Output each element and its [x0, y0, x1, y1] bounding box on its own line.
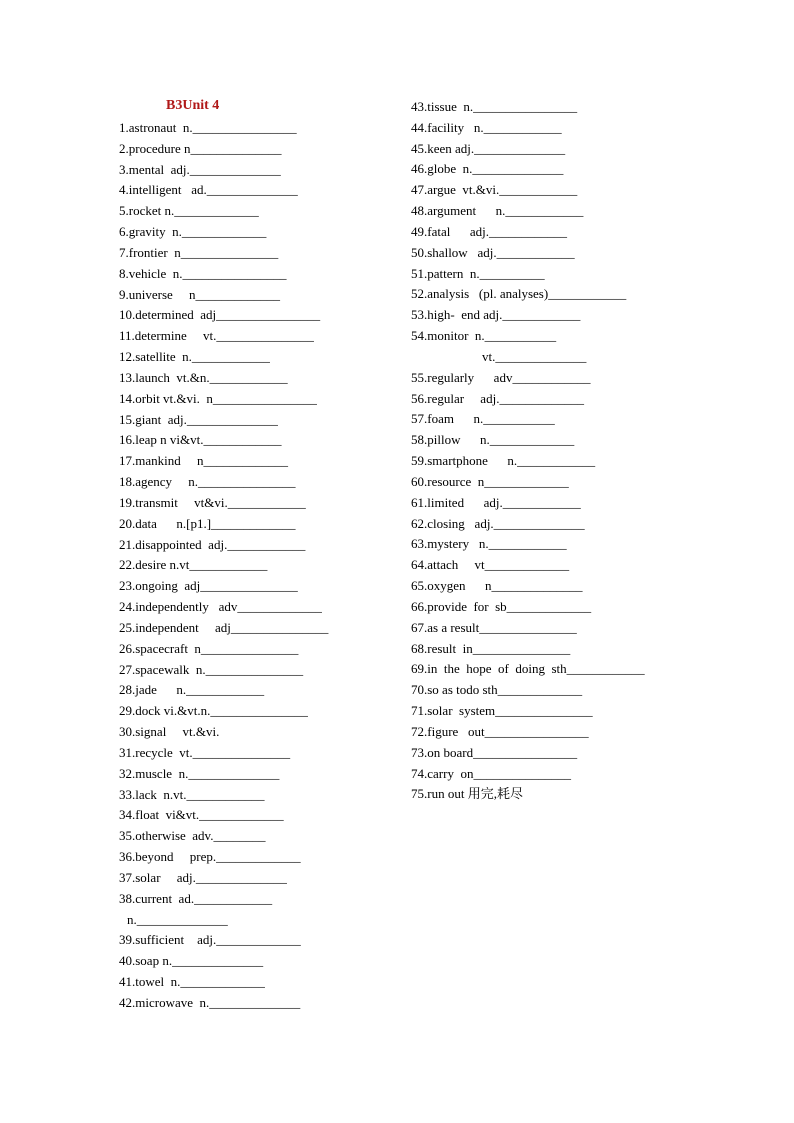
- vocab-item-text: 28.jade n.____________: [119, 682, 265, 698]
- vocab-item: [119, 662, 303, 678]
- vocab-item-text: 65.oxygen n______________: [411, 578, 583, 594]
- vocab-item-text: 45.keen adj.______________: [411, 140, 566, 156]
- vocab-item: [411, 661, 645, 677]
- vocab-item: [119, 328, 314, 344]
- vocab-item: [119, 370, 288, 386]
- vocab-item-text: 21.disappointed adj.____________: [119, 536, 306, 552]
- vocab-item: [119, 745, 290, 761]
- vocab-item-text: 60.resource n_____________: [411, 473, 569, 489]
- vocab-item: [119, 412, 278, 428]
- vocab-item-text: 27.spacewalk n._______________: [119, 661, 304, 677]
- vocab-item-text: 5.rocket n._____________: [119, 203, 259, 219]
- vocab-item: [411, 516, 585, 532]
- vocab-item: [411, 745, 577, 761]
- vocab-item-text: 74.carry on_______________: [411, 765, 571, 781]
- vocab-item-text: 56.regular adj._____________: [411, 390, 584, 406]
- vocab-item: [119, 891, 272, 907]
- vocab-item-text: 13.launch vt.&n.____________: [119, 369, 288, 385]
- vocab-item-text: 73.on board________________: [411, 744, 578, 760]
- vocab-item-text: 11.determine vt._______________: [119, 328, 314, 344]
- vocab-item-text: 67.as a result_______________: [411, 619, 577, 635]
- vocab-item-text: 17.mankind n_____________: [119, 453, 288, 469]
- vocab-item-text: 2.procedure n______________: [119, 140, 282, 156]
- vocab-item: [119, 578, 298, 594]
- vocab-item-text: 36.beyond prep._____________: [119, 849, 301, 865]
- vocab-item: [119, 766, 279, 782]
- vocab-item-text: 23.ongoing adj_______________: [119, 578, 298, 594]
- vocab-item-text: 20.data n.[p1.]_____________: [119, 515, 296, 531]
- vocab-item-text: 10.determined adj________________: [119, 307, 321, 323]
- vocab-item-text: 15.giant adj.______________: [119, 411, 278, 427]
- vocab-item-text: 14.orbit vt.&vi. n________________: [119, 390, 317, 406]
- vocab-item-text: 6.gravity n._____________: [119, 224, 267, 240]
- vocab-item-text: 7.frontier n_______________: [119, 244, 279, 260]
- vocab-item-text: 66.provide for sb_____________: [411, 598, 592, 614]
- vocab-item-text: 51.pattern n.__________: [411, 265, 545, 281]
- vocab-item-text: 70.so as todo sth_____________: [411, 682, 583, 698]
- vocab-item-text: 58.pillow n._____________: [411, 432, 575, 448]
- vocab-item-text: 46.globe n.______________: [411, 161, 564, 177]
- vocab-item: [119, 266, 287, 282]
- vocab-item: [411, 641, 570, 657]
- vocab-item: [411, 703, 593, 719]
- vocab-item: [411, 161, 563, 177]
- vocab-item-text: 33.lack n.vt.____________: [119, 786, 265, 802]
- vocab-item: [411, 474, 569, 490]
- vocab-item-text: 35.otherwise adv.________: [119, 828, 266, 844]
- vocab-item: [119, 641, 298, 657]
- vocab-item: [119, 599, 322, 615]
- vocab-item: [411, 453, 595, 469]
- vocab-item: [411, 766, 571, 782]
- vocab-item: [411, 182, 577, 198]
- vocab-item-text: 19.transmit vt&vi.____________: [119, 494, 306, 510]
- vocab-item: [119, 953, 263, 969]
- vocab-item-text: 54.monitor n.___________: [411, 328, 557, 344]
- vocab-item-text: 72.figure out________________: [411, 723, 589, 739]
- vocab-item-text: 53.high- end adj.____________: [411, 307, 581, 323]
- vocab-item-text: 31.recycle vt._______________: [119, 744, 291, 760]
- vocab-item-text: 61.limited adj.____________: [411, 494, 581, 510]
- vocab-item: [411, 599, 591, 615]
- vocab-item-text: 57.foam n.___________: [411, 411, 555, 427]
- vocab-item-text: 22.desire n.vt____________: [119, 557, 268, 573]
- vocab-item: [411, 224, 567, 240]
- vocab-item: [119, 120, 297, 136]
- vocab-item-text: 32.muscle n.______________: [119, 765, 280, 781]
- vocab-item-text: 44.facility n.____________: [411, 119, 562, 135]
- vocab-item: [119, 974, 265, 990]
- vocab-item: [411, 620, 577, 636]
- vocab-item: [411, 370, 590, 386]
- vocab-item: [119, 828, 265, 844]
- vocab-item: [411, 724, 589, 740]
- vocab-item: [411, 245, 575, 261]
- vocab-item-text: 59.smartphone n.____________: [411, 453, 596, 469]
- vocab-item-text: vt.______________: [482, 348, 587, 364]
- vocab-item-text: 8.vehicle n.________________: [119, 265, 287, 281]
- worksheet-title: B3Unit 4: [166, 98, 220, 113]
- vocab-item-text: 9.universe n_____________: [119, 286, 281, 302]
- vocab-item-text: 50.shallow adj.____________: [411, 244, 575, 260]
- vocab-item: [119, 245, 278, 261]
- vocab-item: [119, 849, 301, 865]
- vocab-item: [119, 203, 259, 219]
- vocab-item: [119, 474, 296, 490]
- vocab-item-text: 71.solar system_______________: [411, 703, 593, 719]
- vocab-item-text: 37.solar adj.______________: [119, 869, 287, 885]
- vocab-item: [119, 307, 320, 323]
- vocab-item: [119, 807, 284, 823]
- vocab-item: [482, 349, 586, 365]
- vocab-item: [411, 120, 562, 136]
- vocab-item-text: 49.fatal adj.____________: [411, 223, 567, 239]
- vocab-item-text: 40.soap n.______________: [119, 953, 264, 969]
- vocab-item-text: 18.agency n._______________: [119, 474, 296, 490]
- vocab-item: [411, 286, 626, 302]
- vocab-item-text: 12.satellite n.____________: [119, 349, 270, 365]
- vocab-item-text: 47.argue vt.&vi.____________: [411, 182, 578, 198]
- vocab-item: [119, 349, 270, 365]
- vocab-item: [411, 328, 556, 344]
- vocab-item: [119, 703, 308, 719]
- vocab-item-text: 52.analysis (pl. analyses)____________: [411, 286, 627, 302]
- vocab-item: [119, 495, 306, 511]
- vocab-item: [119, 557, 267, 573]
- vocab-item-text: 39.sufficient adj._____________: [119, 932, 301, 948]
- vocab-item-text: 41.towel n._____________: [119, 974, 265, 990]
- vocab-item: [119, 620, 328, 636]
- vocab-item: [411, 391, 584, 407]
- vocab-item: [119, 162, 281, 178]
- vocab-item: [127, 912, 228, 928]
- vocab-item: [119, 682, 264, 698]
- vocab-item: [119, 182, 298, 198]
- vocab-item-text: 55.regularly adv____________: [411, 369, 591, 385]
- vocab-item-text: 25.independent adj_______________: [119, 619, 329, 635]
- vocab-item-text: 29.dock vi.&vt.n._______________: [119, 703, 308, 719]
- vocab-item-text: 43.tissue n.________________: [411, 99, 578, 114]
- vocab-item: [119, 287, 280, 303]
- vocab-item: [119, 516, 296, 532]
- vocab-item: [411, 141, 565, 157]
- vocab-item: [411, 411, 555, 427]
- vocab-item: [411, 682, 582, 698]
- vocab-item-text: 68.result in_______________: [411, 640, 571, 656]
- vocab-item-text: 48.argument n.____________: [411, 203, 584, 219]
- vocab-item-text: 34.float vi&vt._____________: [119, 807, 284, 823]
- vocab-item: [411, 495, 581, 511]
- vocab-item: [119, 537, 305, 553]
- vocab-item-text: 64.attach vt_____________: [411, 557, 570, 573]
- vocab-item: [119, 391, 317, 407]
- vocab-item: [119, 932, 301, 948]
- vocab-item-text: 16.leap n vi&vt.____________: [119, 432, 282, 448]
- vocab-item-text: 26.spacecraft n_______________: [119, 640, 299, 656]
- vocab-item-text: 3.mental adj.______________: [119, 161, 281, 177]
- vocab-item-text: 30.signal vt.&vi.: [119, 724, 220, 740]
- vocab-item-text: 75.run out 用完,耗尽: [411, 786, 523, 802]
- vocab-item-text: 69.in the hope of doing sth____________: [411, 661, 645, 677]
- vocab-item: [411, 557, 569, 573]
- vocab-item-text: 42.microwave n.______________: [119, 994, 301, 1010]
- vocab-item-text: 62.closing adj.______________: [411, 515, 585, 531]
- vocab-item: [411, 578, 583, 594]
- vocab-item: [119, 432, 282, 448]
- vocab-item: [119, 787, 265, 803]
- vocab-item: [119, 870, 287, 886]
- vocab-item: [411, 203, 583, 219]
- vocab-item-text: 38.current ad.____________: [119, 890, 273, 906]
- vocab-item: [119, 453, 288, 469]
- vocab-item: [411, 786, 523, 802]
- vocab-item-text: 63.mystery n.____________: [411, 536, 567, 552]
- vocab-item: [411, 99, 577, 115]
- vocab-item: [411, 432, 574, 448]
- vocab-item: [411, 307, 580, 323]
- vocab-item: [411, 266, 545, 282]
- vocab-item: [119, 141, 281, 157]
- vocab-item-text: n.______________: [127, 911, 228, 927]
- vocab-item: [411, 536, 567, 552]
- vocab-item-text: 1.astronaut n.________________: [119, 120, 297, 135]
- vocab-item-text: 24.independently adv_____________: [119, 599, 322, 615]
- vocab-item: [119, 995, 300, 1011]
- vocab-item: [119, 724, 219, 740]
- vocab-item: [119, 224, 266, 240]
- vocab-item-text: 4.intelligent ad.______________: [119, 182, 298, 198]
